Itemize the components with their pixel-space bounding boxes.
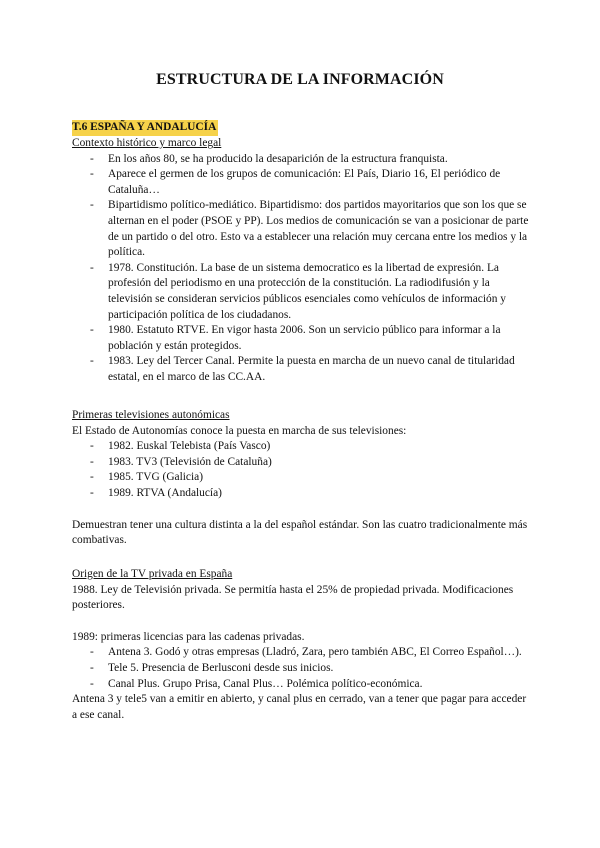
context-heading: Contexto histórico y marco legal [72,137,222,149]
list-item: - En los años 80, se ha producido la desaparición de la estructura franquista. [72,152,532,168]
list-item: - Bipartidismo político-mediático. Bipartidismo: dos partidos mayoritarios que son los que se alternan en el poder (PSOE y PP). Los medios de comunicación se van a posicionar de parte de un partido o del otro. Esto va a establecer una relación muy cercana entre los medios y la política. [72,198,532,260]
private-licenses: 1989: primeras licencias para las cadenas privadas. [72,630,305,643]
list-item: - 1982. Euskal Telebista (País Vasco) [72,439,532,455]
autonomic-section [72,408,532,549]
private-list [72,645,532,692]
list-item: - 1978. Constitución. La base de un sistema democratico es la libertad de expresión. La profesión del periodismo en una protección de la constitución. La radiodifusión y la televisión se consideran servicios públicos esenciales como vehículos de información y participación política de los ciudadanos. [72,261,532,323]
private-law: 1988. Ley de Televisión privada. Se permitía hasta el 25% de propiedad privada. Modificaciones posteriores. [72,583,514,612]
page-title: ESTRUCTURA DE LA INFORMACIÓN [156,71,444,88]
section-title: T.6 ESPAÑA Y ANDALUCÍA [72,120,218,136]
list-item: - Tele 5. Presencia de Berlusconi desde sus inicios. [72,661,532,677]
context-list [72,152,532,386]
autonomic-note: Demuestran tener una cultura distinta a la del español estándar. Son las cuatro tradicionalmente más combativas. [72,518,528,547]
list-item: - 1983. TV3 (Televisión de Cataluña) [72,455,532,471]
context-section [72,136,532,386]
list-item: - Aparece el germen de los grupos de comunicación: El País, Diario 16, El periódico de Cataluña… [72,167,532,198]
autonomic-list [72,439,532,501]
autonomic-intro: El Estado de Autonomías conoce la puesta en marcha de sus televisiones: [72,424,407,437]
autonomic-heading: Primeras televisiones autonómicas [72,409,230,421]
private-closing: Antena 3 y tele5 van a emitir en abierto, y canal plus en cerrado, van a tener que pagar para acceder a ese canal. [72,693,527,721]
private-section [72,567,532,723]
list-item: - 1985. TVG (Galicia) [72,470,532,486]
list-item: - Canal Plus. Grupo Prisa, Canal Plus… Polémica político-económica. [72,677,532,693]
list-item: - 1989. RTVA (Andalucía) [72,486,532,502]
list-item: - 1980. Estatuto RTVE. En vigor hasta 2006. Son un servicio público para informar a la población y están protegidos. [72,323,532,354]
list-item: - 1983. Ley del Tercer Canal. Permite la puesta en marcha de un nuevo canal de titularidad estatal, en el marco de las CC.AA. [72,354,532,385]
private-heading: Origen de la TV privada en España [72,568,233,580]
list-item: - Antena 3. Godó y otras empresas (Lladró, Zara, pero también ABC, El Correo Español…). [72,645,532,661]
